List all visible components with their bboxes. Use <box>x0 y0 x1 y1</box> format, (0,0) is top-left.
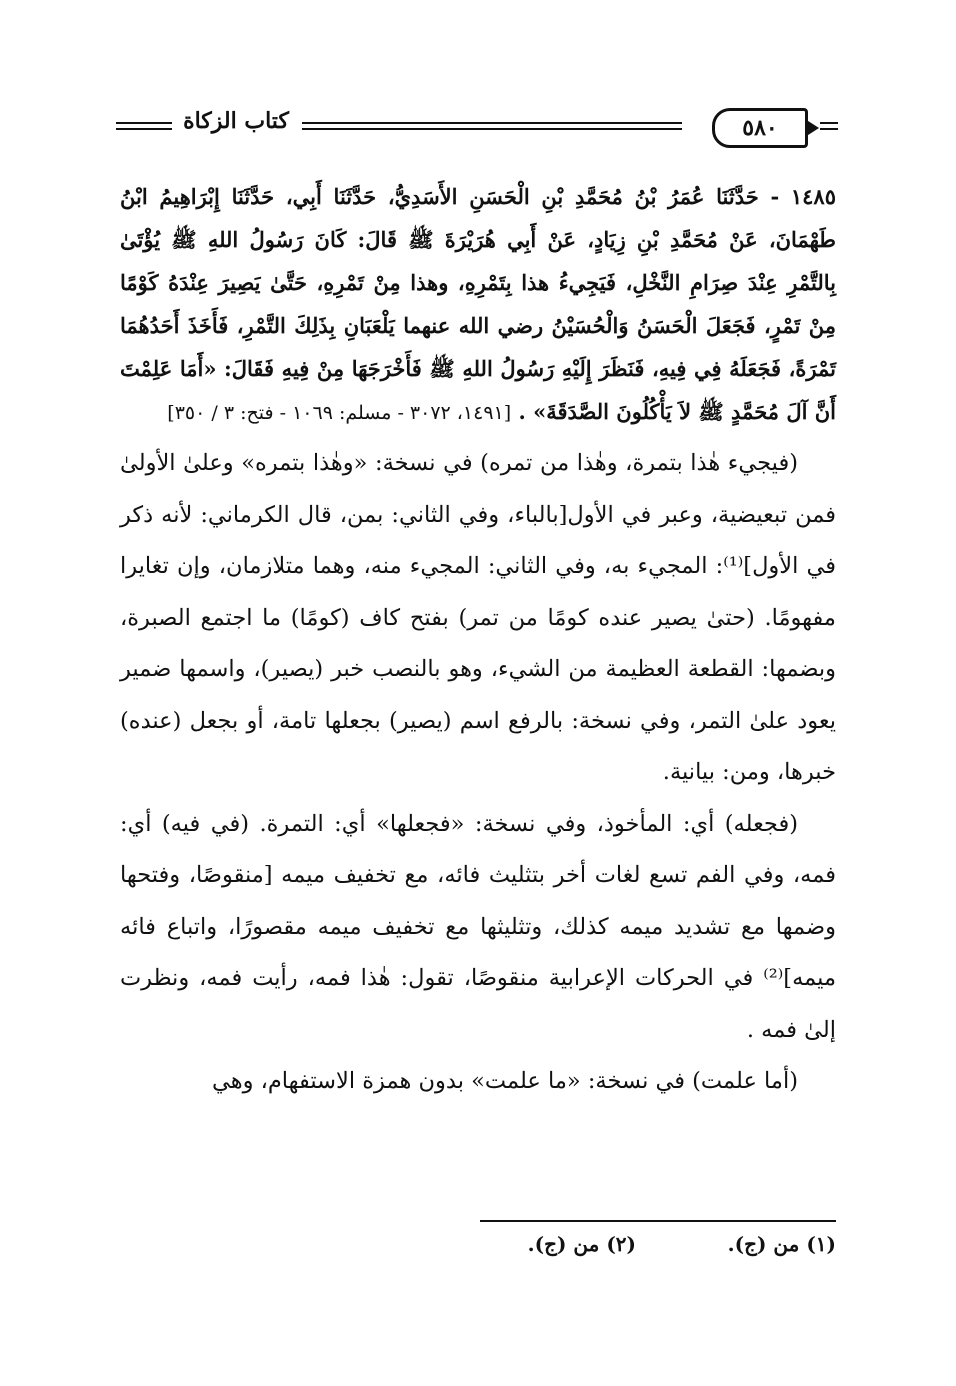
commentary-paragraph-1: (فيجيء هٰذا بتمرة، وهٰذا من تمره) في نسخة: «وهٰذا بتمره» وعلىٰ الأولىٰ فمن تبعيضية، وعبر في الأول[بالباء، وفي الثاني: بمن، قال الكرماني: لأنه ذكر في الأول]⁽¹⁾: المجيء به، وفي الثاني: المجيء منه، وهما متلازمان، وإن تغايرا مفهومًا. (حتىٰ يصير عنده كومًا من تمر) بفتح كاف (كومًا) ما اجتمع الصبرة، وبضمها: القطعة العظيمة من الشيء، وهو بالنصب خبر (يصير)، واسمها ضمير يعود علىٰ التمر، وفي نسخة: بالرفع اسم (يصير) بجعلها تامة، أو بجعل (عنده) خبرها، ومن: بيانية. <box>120 450 836 785</box>
commentary-paragraph-2: (فجعله) أي: المأخوذ، وفي نسخة: «فجعلها» أي: التمرة. (في فيه) أي: فمه، وفي الفم تسع لغات أخر بتثليث فائه، مع تخفيف ميمه [منقوصًا، وفتحها وضمها مع تشديد ميمه كذلك، وتثليثها مع تخفيف ميمه مقصورًا، واتباع فائه ميمه]⁽²⁾ في الحركات الإعرابية منقوصًا، تقول: هٰذا فمه، رأيت فمه، ونظرت إلىٰ فمه . <box>120 810 836 1043</box>
hadith-text: ١٤٨٥ - حَدَّثَنَا عُمَرُ بْنُ مُحَمَّدِ بْنِ الْحَسَنِ الأَسَدِيُّ، حَدَّثَنَا أَبِي، حَدَّثَنَا إِبْرَاهِيمُ ابْنُ طَهْمَانَ، عَنْ مُحَمَّدِ بْنِ زِيَادٍ، عَنْ أَبِي هُرَيْرَةَ ﷺ قَالَ: كَانَ رَسُولُ اللهِ ﷺ يُؤْتَىٰ بِالتَّمْرِ عِنْدَ صِرَامِ النَّخْلِ، فَيَجِيءُ هذا بِتَمْرِهِ، وهذا مِنْ تَمْرِهِ، حَتَّىٰ يَصِيرَ عِنْدَهُ كَوْمًا مِنْ تَمْرٍ، فَجَعَلَ الْحَسَنُ وَالْحُسَيْنُ رضي الله عنهما يَلْعَبَانِ بِذَلِكَ التَّمْرِ، فَأَخَذَ أَحَدُهُمَا تَمْرَةً، فَجَعَلَهُ فِي فِيهِ، فَنَظَرَ إِلَيْهِ رَسُولُ اللهِ ﷺ فَأَخْرَجَهَا مِنْ فِيهِ فَقَالَ: «أَمَا عَلِمْتَ أَنَّ آلَ مُحَمَّدٍ ﷺ لاَ يَأْكُلُونَ الصَّدَقَةَ» . <box>120 184 836 424</box>
page-header <box>116 104 838 148</box>
page-body <box>120 175 836 1108</box>
footnote-1: (١) من (ج). <box>727 1232 836 1256</box>
footnote-2: (٢) من (ج). <box>527 1232 636 1256</box>
footnote-divider <box>480 1220 836 1222</box>
header-rule-left-2 <box>116 128 172 130</box>
header-rule-middle-2 <box>302 128 682 130</box>
book-title: كتاب الزكاة <box>183 108 289 134</box>
header-rule-right-2 <box>820 128 838 130</box>
page-number: ٥٨٠ <box>712 108 808 148</box>
hadith-block <box>120 175 836 435</box>
commentary-block <box>120 438 836 1108</box>
hadith-reference: [١٤٩١، ٣٠٧٢ - مسلم: ١٠٦٩ - فتح: ٣ / ٣٥٠] <box>167 402 512 424</box>
header-rule-middle <box>302 122 682 124</box>
header-rule-left <box>116 122 172 124</box>
footnotes <box>120 1232 836 1256</box>
header-rule-right <box>820 122 838 124</box>
commentary-paragraph-3: (أما علمت) في نسخة: «ما علمت» بدون همزة الاستفهام، وهي <box>211 1068 798 1094</box>
